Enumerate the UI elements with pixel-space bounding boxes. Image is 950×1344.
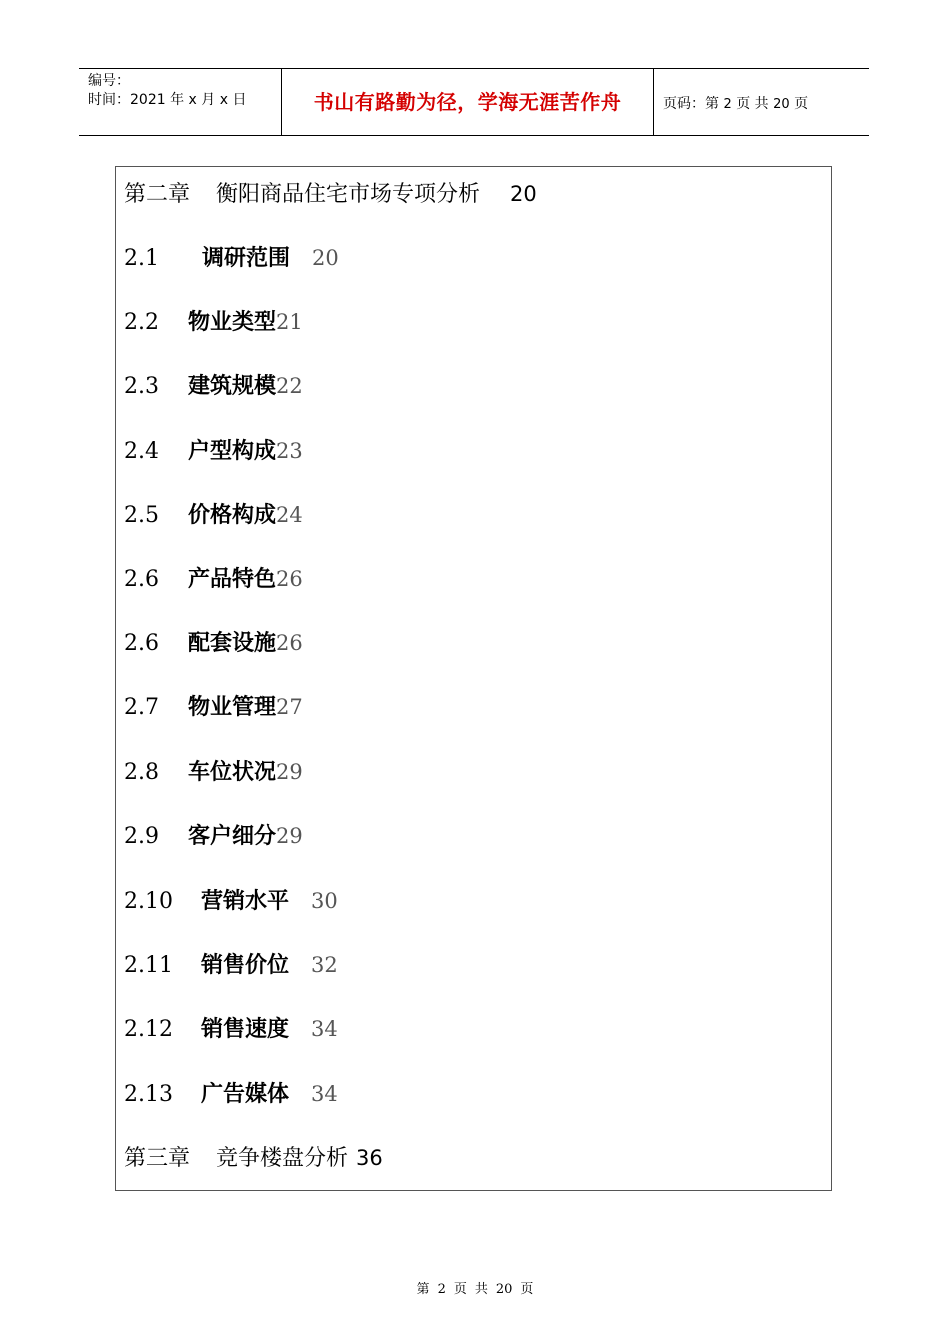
toc-entry-page: 32: [311, 953, 338, 977]
toc-entry-page: 21: [276, 310, 303, 334]
header-top-rule: [79, 68, 869, 69]
page-current: 2: [723, 97, 732, 112]
toc-entry[interactable]: [124, 948, 338, 982]
toc-entry-number: 2.5: [124, 503, 159, 528]
page-suffix: 页: [794, 96, 809, 112]
toc-entry-title: 竞争楼盘分析: [216, 1146, 349, 1171]
toc-entry-page: 26: [276, 631, 303, 655]
page-mid: 页 共: [736, 96, 769, 112]
toc-entry-number: 2.1: [124, 246, 159, 271]
toc-entry-title: 营销水平: [201, 889, 290, 914]
toc-entry[interactable]: [124, 690, 303, 724]
toc-entry-title: 建筑规模: [188, 374, 277, 399]
toc-entry-number: 2.13: [124, 1082, 173, 1107]
toc-entry-page: 29: [276, 824, 303, 848]
toc-entry-number: 2.11: [124, 953, 173, 978]
toc-entry-title: 衡阳商品住宅市场专项分析: [216, 182, 481, 207]
toc-entry[interactable]: [124, 626, 303, 660]
toc-entry-page: 20: [510, 182, 537, 206]
toc-entry[interactable]: [124, 434, 303, 468]
toc-entry[interactable]: [124, 1077, 338, 1111]
toc-entry-page: 27: [276, 695, 303, 719]
toc-box: [115, 166, 832, 1191]
toc-entry[interactable]: [124, 498, 303, 532]
toc-entry-number: 第三章: [124, 1146, 191, 1171]
toc-entry-title: 调研范围: [202, 246, 291, 271]
time-label: 时间：2021 年 x 月 x 日: [88, 92, 247, 108]
toc-entry-page: 24: [276, 503, 303, 527]
toc-entry-number: 2.10: [124, 889, 173, 914]
toc-entry[interactable]: [124, 369, 303, 403]
toc-entry-number: 2.7: [124, 695, 159, 720]
toc-entry[interactable]: [124, 305, 303, 339]
toc-entry[interactable]: [124, 884, 338, 918]
toc-entry-number: 2.9: [124, 824, 159, 849]
footer-total: 20: [495, 1282, 513, 1297]
toc-entry-page: 36: [356, 1146, 383, 1170]
toc-entry-title: 销售速度: [201, 1017, 290, 1042]
toc-entry-page: 22: [276, 374, 303, 398]
toc-entry-title: 价格构成: [188, 503, 277, 528]
footer-mid: 页: [453, 1282, 467, 1297]
page-prefix: 页码：第: [663, 96, 719, 112]
toc-entry-number: 2.2: [124, 310, 159, 335]
toc-entry-page: 20: [312, 246, 339, 270]
page-total: 20: [773, 97, 790, 112]
toc-entry[interactable]: [124, 1012, 338, 1046]
toc-entry-number: 第二章: [124, 182, 191, 207]
header-motto: 书山有路勤为径，学海无涯苦作舟: [313, 90, 622, 114]
toc-entry-number: 2.8: [124, 760, 159, 785]
toc-entry-title: 广告媒体: [201, 1082, 290, 1107]
toc-entry-title: 户型构成: [188, 439, 277, 464]
toc-entry-number: 2.3: [124, 374, 159, 399]
toc-entry-title: 产品特色: [188, 567, 277, 592]
footer-total-label: 共: [474, 1282, 488, 1297]
toc-entry[interactable]: [124, 177, 537, 211]
toc-entry-number: 2.4: [124, 439, 159, 464]
toc-entry-page: 34: [311, 1082, 338, 1106]
footer-prefix: 第: [416, 1282, 430, 1297]
page-footer: [0, 1278, 950, 1297]
toc-entry-page: 34: [311, 1017, 338, 1041]
toc-entry-page: 29: [276, 760, 303, 784]
toc-entry-title: 车位状况: [188, 760, 277, 785]
toc-entry[interactable]: [124, 755, 303, 789]
toc-entry[interactable]: [124, 819, 303, 853]
toc-entry[interactable]: [124, 241, 339, 275]
toc-entry-page: 30: [311, 889, 338, 913]
footer-current: 2: [437, 1282, 446, 1297]
toc-entry-title: 销售价位: [201, 953, 290, 978]
header-meta: [88, 72, 278, 110]
header-bottom-rule: [79, 135, 869, 136]
toc-entry-number: 2.12: [124, 1017, 173, 1042]
toc-entry-title: 客户细分: [188, 824, 277, 849]
header-divider-right: [653, 68, 654, 136]
footer-suffix: 页: [520, 1282, 534, 1297]
toc-entry-title: 物业管理: [188, 695, 277, 720]
toc-entry[interactable]: [124, 1141, 383, 1175]
header-page-info: [663, 93, 808, 113]
toc-entry-title: 配套设施: [188, 631, 277, 656]
toc-entry-number: 2.6: [124, 567, 159, 592]
toc-entry-page: 23: [276, 439, 303, 463]
toc-entry-page: 26: [276, 567, 303, 591]
code-label: 编号：: [88, 73, 130, 89]
toc-entry-number: 2.6: [124, 631, 159, 656]
toc-entry[interactable]: [124, 562, 303, 596]
toc-entry-title: 物业类型: [188, 310, 277, 335]
